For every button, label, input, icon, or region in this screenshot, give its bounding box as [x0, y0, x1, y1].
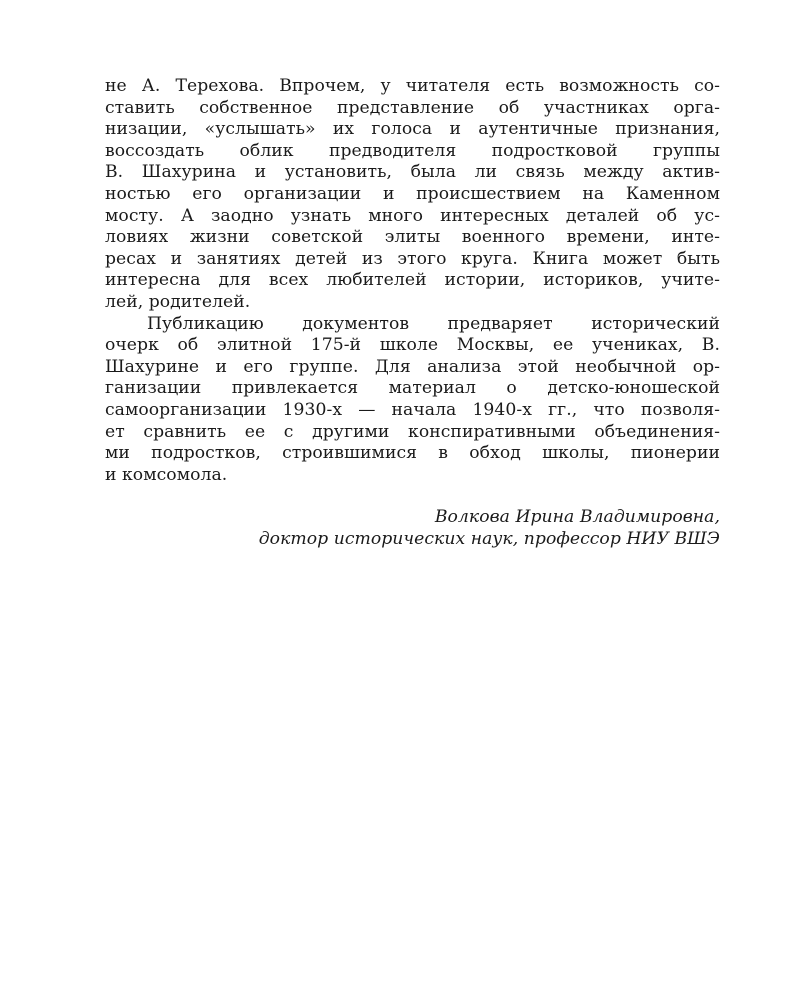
- text-line: самоорганизации 1930-х — начала 1940-х гг., что позволя-: [105, 399, 720, 420]
- text-line: Шахурине и его группе. Для анализа этой необычной ор-: [105, 356, 720, 377]
- text-line: ностью его организации и происшествием на Каменном: [105, 183, 720, 204]
- text-line: и комсомола.: [105, 464, 228, 485]
- text-line: ми подростков, строившимися в обход школы, пионерии: [105, 443, 720, 464]
- text-line: лей, родителей.: [105, 291, 251, 312]
- text-line: интересна для всех любителей истории, историков, учите-: [105, 270, 720, 291]
- text-line: воссоздать облик предводителя подростковой группы: [105, 140, 720, 161]
- text-line: ставить собственное представление об участниках орга-: [105, 97, 720, 118]
- text-line: ганизации привлекается материал о детско-юношеской: [105, 378, 720, 399]
- text-line: мосту. А заодно узнать много интересных деталей об ус-: [105, 205, 720, 226]
- text-line: В. Шахурина и установить, была ли связь между актив-: [105, 162, 720, 183]
- author-name: Волкова Ирина Владимировна,: [434, 507, 720, 528]
- text-line: не А. Терехова. Впрочем, у читателя есть возможность со-: [105, 76, 720, 96]
- author-title: доктор исторических наук, профессор НИУ ВШЭ: [258, 528, 720, 549]
- text-line: ресах и занятиях детей из этого круга. Книга может быть: [105, 248, 720, 269]
- paragraph-2: [105, 314, 720, 487]
- signature-block: [105, 507, 720, 550]
- paragraph-1: [105, 76, 720, 314]
- text-line: Публикацию документов предваряет исторический: [147, 313, 720, 334]
- text-line: низации, «услышать» их голоса и аутентичные признания,: [105, 119, 720, 140]
- text-line: ет сравнить ее с другими конспиративными объединения-: [105, 421, 720, 442]
- document-page: [105, 76, 720, 550]
- text-line: ловиях жизни советской элиты военного времени, инте-: [105, 227, 720, 248]
- text-line: очерк об элитной 175-й школе Москвы, ее учениках, В.: [105, 335, 720, 356]
